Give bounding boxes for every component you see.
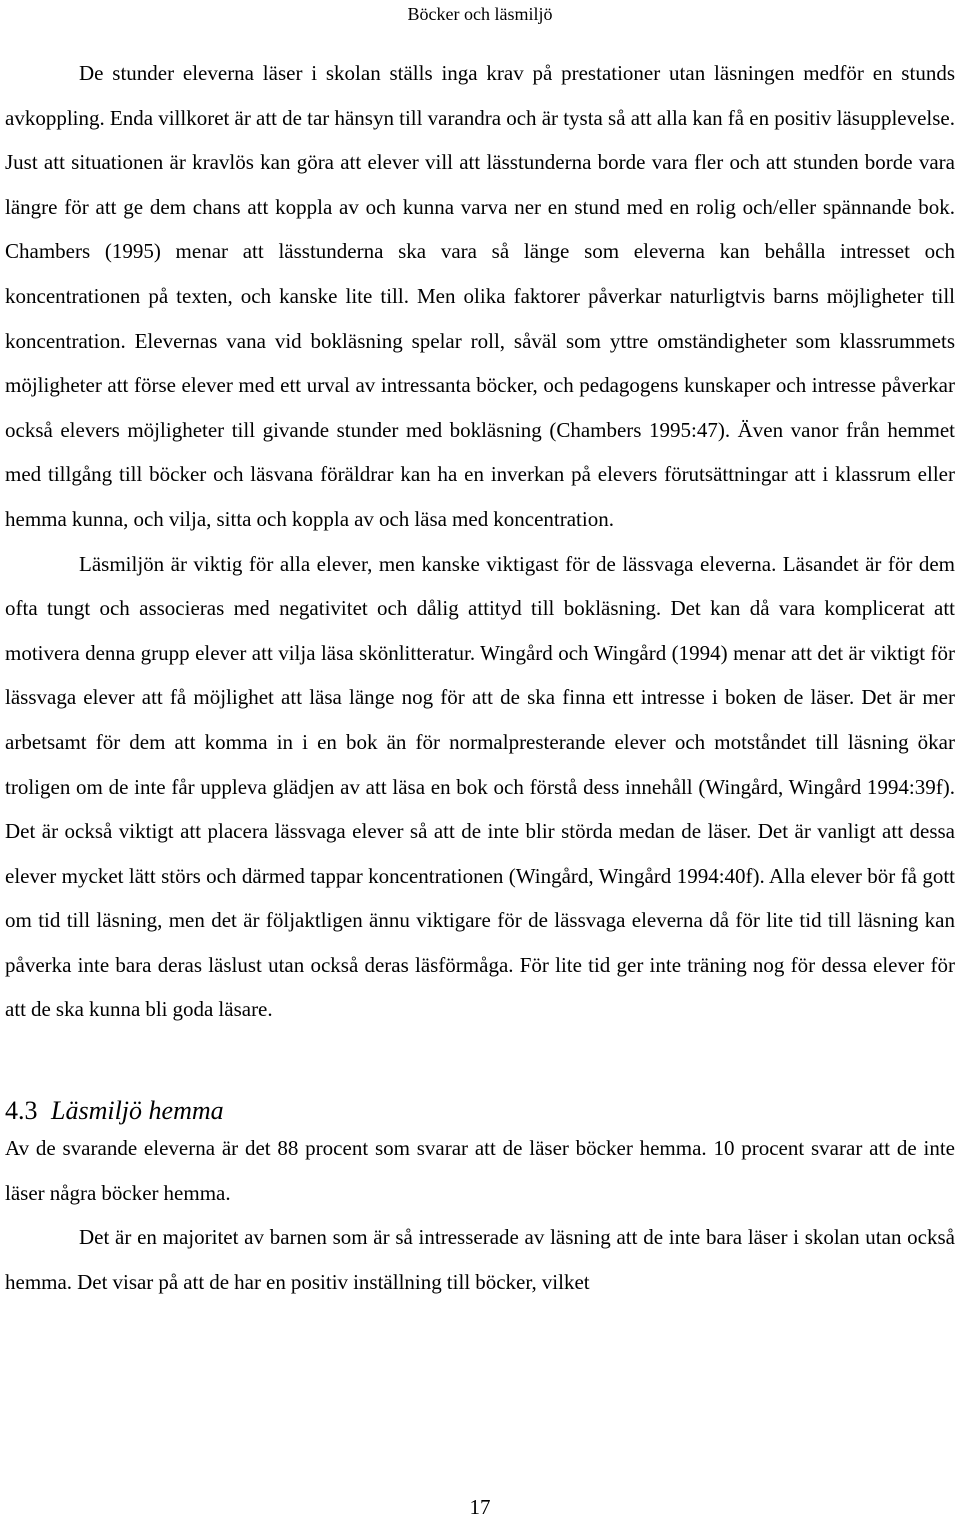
body-paragraph-1: De stunder eleverna läser i skolan ställs inga krav på prestationer utan läsningen medför en stunds avkoppling. Enda villkoret är att de tar hänsyn till varandra och är tysta så att alla kan få en positiv läsupplevelse. Just att situationen är kravlös kan göra att elever vill att lässtunderna borde vara fler och att stunden borde vara längre för att ge dem chans att koppla av och kunna varva ner en stund med en rolig och/eller spännande bok. Chambers (1995) menar att lässtunderna ska vara så länge som eleverna kan behålla intresset och koncentrationen på texten, och kanske lite till. Men olika faktorer påverkar naturligtvis barns möjligheter till koncentration. Elevernas vana vid bokläsning spelar roll, såväl som yttre omständigheter som klassrummets möjligheter att förse elever med ett urval av intressanta böcker, och pedagogens kunskaper och intresse påverkar också elevers möjligheter till givande stunder med bokläsning (Chambers 1995:47). Även vanor från hemmet med tillgång till böcker och läsvana föräldrar kan ha en inverkan på elevers förutsättningar att i klassrum eller hemma kunna, och vilja, sitta och koppla av och läsa med koncentration. xyxy=(5,61,955,531)
section-heading-block xyxy=(5,1072,955,1126)
section-title: Läsmiljö hemma xyxy=(51,1096,224,1126)
body-paragraph-2: Läsmiljön är viktig för alla elever, men kanske viktigast för de lässvaga eleverna. Läsandet är för dem ofta tungt och associeras med negativitet och dålig attityd till bokläsning. Det kan då vara komplicerat att motivera denna grupp elever att vilja läsa skönlitteratur. Wingård och Wingård (1994) menar att det är viktigt för lässvaga elever att få möjlighet att läsa länge nog för att de ska finna ett intresse i boken de läser. Det är mer arbetsamt för dem att komma in i en bok än för normalpresterande elever och motståndet till läsning ökar troligen om de inte får uppleva glädjen av att läsa en bok och förstå dess innehåll (Wingård, Wingård 1994:39f). Det är också viktigt att placera lässvaga elever så att de inte blir störda medan de läser. Det är vanligt att dessa elever mycket lätt störs och därmed tappar koncentrationen (Wingård, Wingård 1994:40f). Alla elever bör få gott om tid till läsning, men det är följaktligen ännu viktigare för de lässvaga eleverna då för lite tid till läsning kan påverka inte bara deras läslust utan också deras läsförmåga. För lite tid ger inte träning nog för dessa elever för att de ska kunna bli goda läsare. xyxy=(5,551,955,1022)
section-heading xyxy=(5,1096,224,1126)
section-paragraph-1: Av de svarande eleverna är det 88 procent som svarar att de läser böcker hemma. 10 procent svarar att de inte läser några böcker hemma. xyxy=(5,1136,955,1205)
running-header: Böcker och läsmiljö xyxy=(407,4,553,24)
page-number: 17 xyxy=(469,1495,491,1519)
section-number: 4.3 xyxy=(5,1096,38,1126)
section-paragraph-2: Det är en majoritet av barnen som är så intresserade av läsning att de inte bara läser i skolan utan också hemma. Det visar på att de har en positiv inställning till böcker, vilket xyxy=(5,1225,955,1294)
page-content xyxy=(5,51,955,1304)
